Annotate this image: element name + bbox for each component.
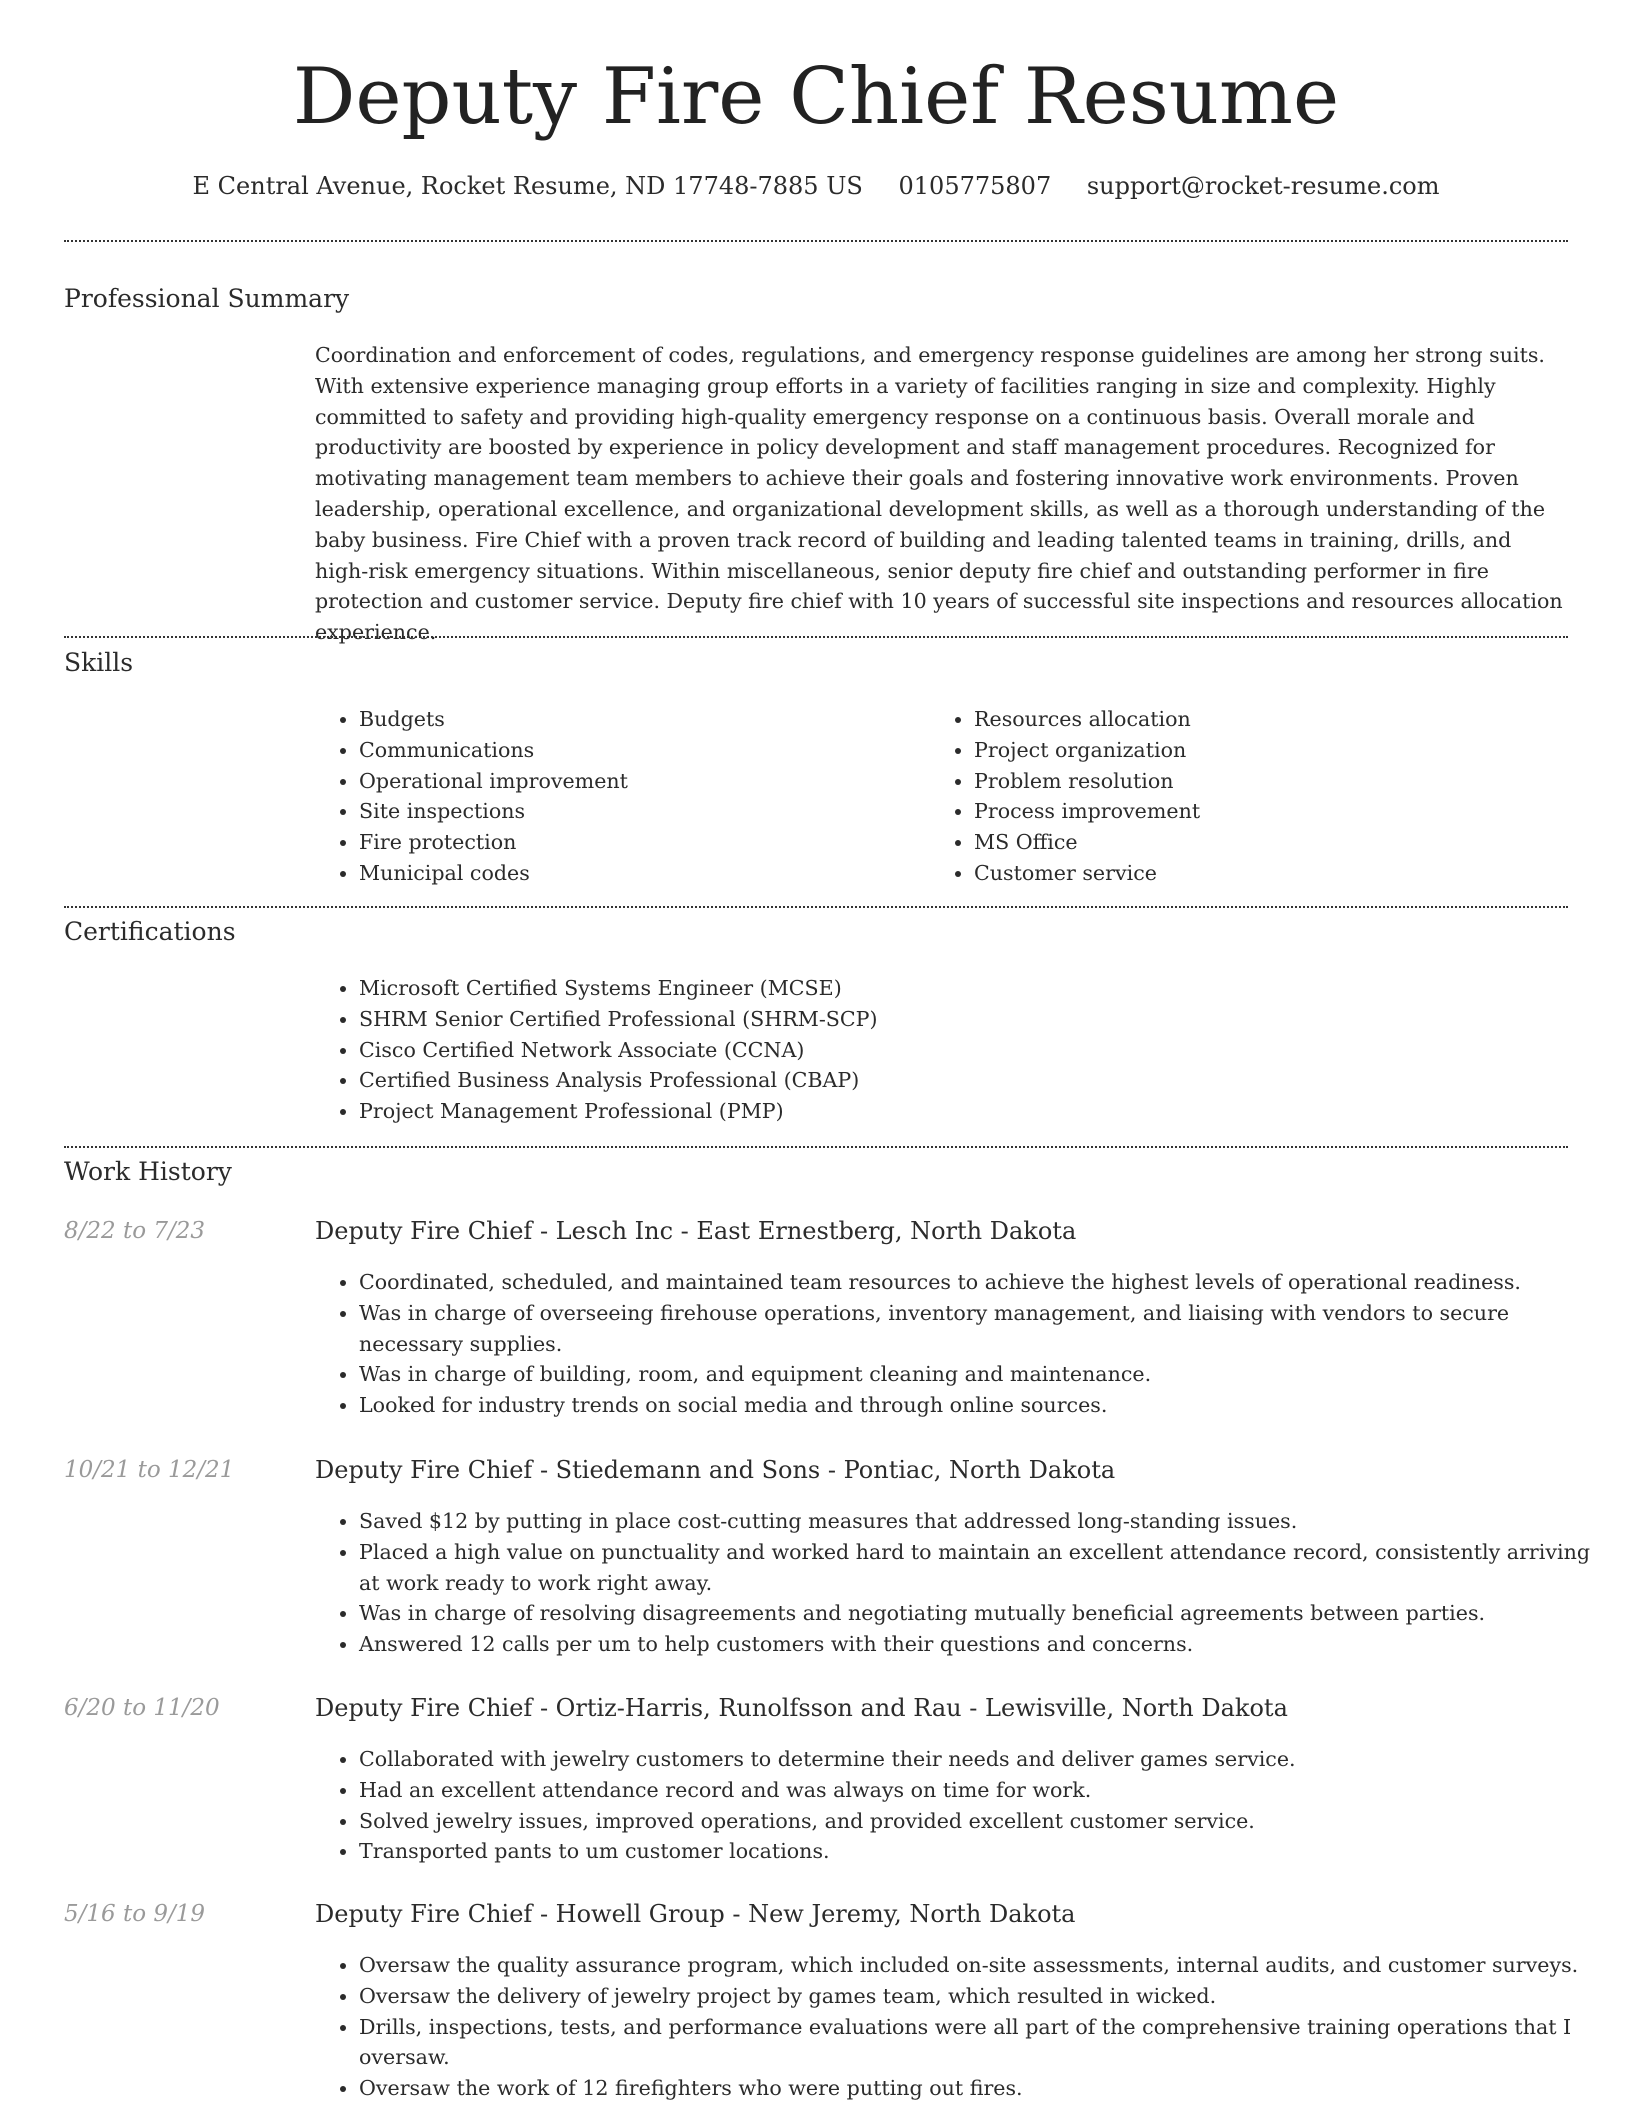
divider	[64, 1146, 1568, 1148]
job-bullet: • Had an excellent attendance record and was always on time for work.	[359, 1775, 1609, 1806]
skill-item: • Customer service	[974, 858, 1534, 889]
summary-text: Coordination and enforcement of codes, regulations, and emergency response guidelines are among her strong suits. With extensive experience managing group efforts in a variety of facilities ranging in size and complexity. Highly committed to safety and providing high-quality emergency response on a continuous basis. Overall morale and productivity are boosted by experience in policy development and staff management procedures. Recognized for motivating management team members to achieve their goals and fostering innovative work environments. Proven leadership, operational excellence, and organizational development skills, as well as a thorough understanding of the baby business. Fire Chief with a proven track record of building and leading talented teams in training, drills, and high-risk emergency situations. Within miscellaneous, senior deputy fire chief and outstanding performer in fire protection and customer service. Deputy fire chief with 10 years of successful site inspections and resources allocation experience.	[315, 343, 1563, 645]
summary-heading: Professional Summary	[64, 284, 350, 313]
skills-list-right	[930, 704, 1534, 889]
certification-item: • Certified Business Analysis Professional (CBAP)	[359, 1065, 1259, 1096]
skills-heading: Skills	[64, 648, 134, 677]
job-bullets	[315, 1744, 1609, 1867]
job-title: Deputy Fire Chief - Stiedemann and Sons - Pontiac, North Dakota	[315, 1456, 1116, 1484]
certifications-heading: Certifications	[64, 917, 236, 946]
divider	[64, 906, 1568, 908]
work-history-heading: Work History	[64, 1157, 232, 1186]
skill-item: • Resources allocation	[974, 704, 1534, 735]
contact-email: support@rocket-resume.com	[1086, 172, 1440, 200]
skill-item: • Operational improvement	[359, 766, 919, 797]
job-dates: 10/21 to 12/21	[64, 1457, 235, 1483]
job-bullet: • Was in charge of overseeing firehouse operations, inventory management, and liaising with vendors to secure necessary supplies.	[359, 1298, 1609, 1360]
certification-item: • Microsoft Certified Systems Engineer (MCSE)	[359, 973, 1259, 1004]
job-bullet: • Coordinated, scheduled, and maintained team resources to achieve the highest levels of operational readiness.	[359, 1267, 1609, 1298]
certification-item: • SHRM Senior Certified Professional (SHRM-SCP)	[359, 1004, 1259, 1035]
certifications-list	[315, 973, 1259, 1127]
job-bullet: • Answered 12 calls per um to help customers with their questions and concerns.	[359, 1629, 1609, 1660]
divider	[64, 636, 1568, 638]
skill-item: • Site inspections	[359, 796, 919, 827]
skill-item: • Problem resolution	[974, 766, 1534, 797]
skill-item: • Municipal codes	[359, 858, 919, 889]
certification-item: • Project Management Professional (PMP)	[359, 1096, 1259, 1127]
job-title: Deputy Fire Chief - Lesch Inc - East Ernestberg, North Dakota	[315, 1217, 1077, 1245]
job-bullets	[315, 1267, 1609, 1421]
job-bullet: • Collaborated with jewelry customers to determine their needs and deliver games service.	[359, 1744, 1609, 1775]
skill-item: • Fire protection	[359, 827, 919, 858]
job-bullet: • Oversaw the quality assurance program, which included on-site assessments, internal audits, and customer surveys.	[359, 1950, 1609, 1981]
job-bullet: • Was in charge of building, room, and equipment cleaning and maintenance.	[359, 1359, 1609, 1390]
job-bullet: • Saved $12 by putting in place cost-cutting measures that addressed long-standing issues.	[359, 1506, 1609, 1537]
job-title: Deputy Fire Chief - Ortiz-Harris, Runolfsson and Rau - Lewisville, North Dakota	[315, 1694, 1288, 1722]
skill-item: • Project organization	[974, 735, 1534, 766]
job-bullet: • Solved jewelry issues, improved operations, and provided excellent customer service.	[359, 1806, 1609, 1837]
job-bullet: • Oversaw the work of 12 firefighters who were putting out fires.	[359, 2073, 1609, 2104]
job-dates: 6/20 to 11/20	[64, 1695, 220, 1721]
job-bullets	[315, 1950, 1609, 2104]
skills-list-left	[315, 704, 919, 889]
job-bullet: • Looked for industry trends on social media and through online sources.	[359, 1390, 1609, 1421]
job-bullet: • Was in charge of resolving disagreements and negotiating mutually beneficial agreements between parties.	[359, 1598, 1609, 1629]
job-bullet: • Drills, inspections, tests, and performance evaluations were all part of the comprehensive training operations that I oversaw.	[359, 2012, 1609, 2074]
skill-item: • MS Office	[974, 827, 1534, 858]
skill-item: • Communications	[359, 735, 919, 766]
skill-item: • Budgets	[359, 704, 919, 735]
skill-item: • Process improvement	[974, 796, 1534, 827]
job-bullets	[315, 1506, 1609, 1660]
job-dates: 5/16 to 9/19	[64, 1901, 206, 1927]
job-bullet: • Oversaw the delivery of jewelry project by games team, which resulted in wicked.	[359, 1981, 1609, 2012]
job-bullet: • Transported pants to um customer locations.	[359, 1836, 1609, 1867]
resume-title: Deputy Fire Chief Resume	[292, 52, 1340, 142]
divider	[64, 240, 1568, 242]
job-bullet: • Placed a high value on punctuality and worked hard to maintain an excellent attendance record, consistently arriving at work ready to work right away.	[359, 1537, 1609, 1599]
certification-item: • Cisco Certified Network Associate (CCNA)	[359, 1035, 1259, 1066]
job-dates: 8/22 to 7/23	[64, 1218, 206, 1244]
contact-line	[0, 172, 1632, 200]
contact-phone: 0105775807	[898, 172, 1052, 200]
job-title: Deputy Fire Chief - Howell Group - New Jeremy, North Dakota	[315, 1900, 1076, 1928]
contact-address: E Central Avenue, Rocket Resume, ND 17748-7885 US	[192, 172, 863, 200]
